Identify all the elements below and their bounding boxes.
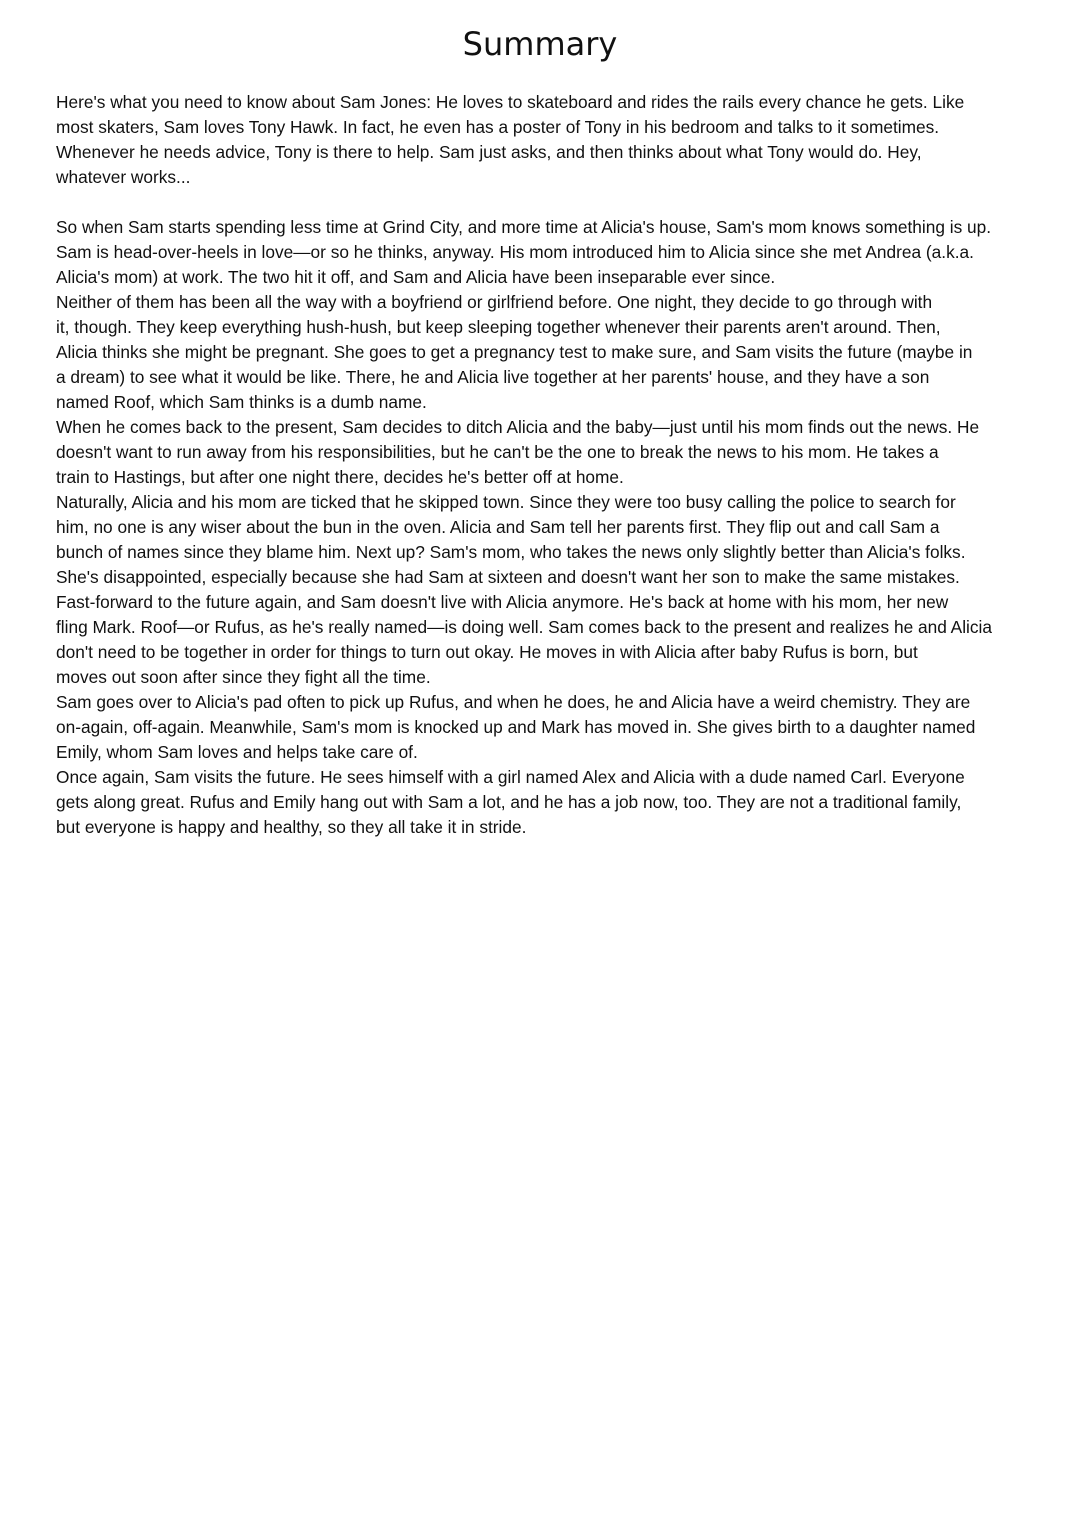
text-line: whatever works... bbox=[56, 167, 191, 187]
text-line: named Roof, which Sam thinks is a dumb name. bbox=[56, 392, 427, 412]
paragraph bbox=[56, 765, 1036, 840]
text-line: Emily, whom Sam loves and helps take care of. bbox=[56, 742, 418, 762]
text-line: a dream) to see what it would be like. There, he and Alicia live together at her parents' house, and they have a son bbox=[56, 367, 930, 387]
paragraph bbox=[56, 90, 1036, 190]
paragraph bbox=[56, 290, 1036, 415]
text-line: Once again, Sam visits the future. He sees himself with a girl named Alex and Alicia with a dude named Carl. Everyone bbox=[56, 767, 965, 787]
paragraph bbox=[56, 490, 1036, 590]
paragraph bbox=[56, 215, 1036, 290]
summary-body bbox=[56, 90, 1036, 840]
text-line: train to Hastings, but after one night there, decides he's better off at home. bbox=[56, 467, 624, 487]
text-line: Fast-forward to the future again, and Sam doesn't live with Alicia anymore. He's back at home with his mom, her new bbox=[56, 592, 949, 612]
text-line: it, though. They keep everything hush-hush, but keep sleeping together whenever their parents aren't around. Then, bbox=[56, 317, 941, 337]
page-title: Summary bbox=[462, 25, 618, 63]
text-line: Alicia thinks she might be pregnant. She goes to get a pregnancy test to make sure, and Sam visits the future (maybe in bbox=[56, 342, 973, 362]
text-line: Alicia's mom) at work. The two hit it off, and Sam and Alicia have been inseparable ever since. bbox=[56, 267, 776, 287]
text-line: Sam goes over to Alicia's pad often to pick up Rufus, and when he does, he and Alicia have a weird chemistry. They are bbox=[56, 692, 971, 712]
text-line: bunch of names since they blame him. Next up? Sam's mom, who takes the news only slightly better than Alicia's folks. bbox=[56, 542, 966, 562]
text-line: him, no one is any wiser about the bun in the oven. Alicia and Sam tell her parents first. They flip out and call Sam a bbox=[56, 517, 940, 537]
text-line: When he comes back to the present, Sam decides to ditch Alicia and the baby—just until his mom finds out the news. He bbox=[56, 417, 980, 437]
text-line: but everyone is happy and healthy, so they all take it in stride. bbox=[56, 817, 527, 837]
text-line: don't need to be together in order for things to turn out okay. He moves in with Alicia after baby Rufus is born, but bbox=[56, 642, 918, 662]
text-line: on-again, off-again. Meanwhile, Sam's mom is knocked up and Mark has moved in. She gives birth to a daughter named bbox=[56, 717, 976, 737]
text-line: Naturally, Alicia and his mom are ticked that he skipped town. Since they were too busy calling the police to search for bbox=[56, 492, 956, 512]
text-line: Sam is head-over-heels in love—or so he thinks, anyway. His mom introduced him to Alicia since she met Andrea (a.k.a. bbox=[56, 242, 974, 262]
text-line: most skaters, Sam loves Tony Hawk. In fact, he even has a poster of Tony in his bedroom and talks to it sometimes. bbox=[56, 117, 940, 137]
paragraph bbox=[56, 590, 1036, 690]
text-line: Neither of them has been all the way with a boyfriend or girlfriend before. One night, they decide to go through with bbox=[56, 292, 933, 312]
text-line: Here's what you need to know about Sam Jones: He loves to skateboard and rides the rails every chance he gets. Like bbox=[56, 92, 965, 112]
text-line: fling Mark. Roof—or Rufus, as he's really named—is doing well. Sam comes back to the present and realizes he and Alicia bbox=[56, 617, 992, 637]
text-line: doesn't want to run away from his responsibilities, but he can't be the one to break the news to his mom. He takes a bbox=[56, 442, 939, 462]
text-line: gets along great. Rufus and Emily hang out with Sam a lot, and he has a job now, too. They are not a traditional family, bbox=[56, 792, 962, 812]
text-line: moves out soon after since they fight all the time. bbox=[56, 667, 431, 687]
paragraph bbox=[56, 690, 1036, 765]
text-line: Whenever he needs advice, Tony is there to help. Sam just asks, and then thinks about what Tony would do. Hey, bbox=[56, 142, 922, 162]
paragraph bbox=[56, 415, 1036, 490]
text-line: She's disappointed, especially because she had Sam at sixteen and doesn't want her son to make the same mistakes. bbox=[56, 567, 960, 587]
paragraph-gap bbox=[56, 190, 1036, 215]
text-line: So when Sam starts spending less time at Grind City, and more time at Alicia's house, Sam's mom knows something is up. bbox=[56, 217, 992, 237]
